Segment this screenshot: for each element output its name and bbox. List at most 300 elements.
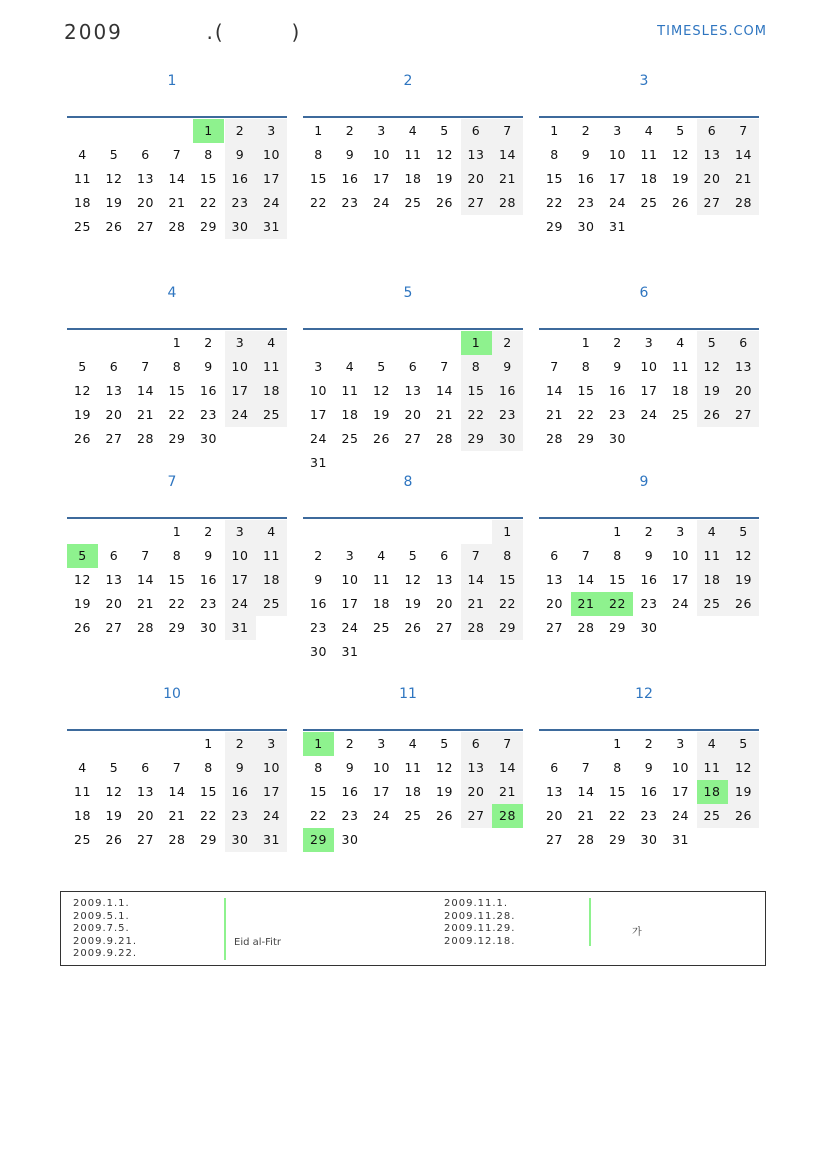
day-cell: 18 xyxy=(256,379,287,403)
day-cell: 15 xyxy=(546,171,563,186)
day-cell: 27 xyxy=(436,620,453,635)
day-cell: 21 xyxy=(461,592,492,616)
day-cell: 24 xyxy=(256,804,287,828)
day-cell: 10 xyxy=(310,383,327,398)
day-cell: 23 xyxy=(492,403,523,427)
page-title: 2009 .( ) xyxy=(64,20,302,44)
day-cell: 26 xyxy=(672,195,689,210)
day-cell: 23 xyxy=(341,195,359,210)
day-cell: 20 xyxy=(461,167,492,191)
day-cell: 3 xyxy=(314,359,323,374)
day-cell: 26 xyxy=(373,431,390,446)
holiday-day-cell: 1 xyxy=(193,119,224,143)
day-cell: 26 xyxy=(728,592,759,616)
day-cell: 5 xyxy=(109,147,119,162)
day-cell: 25 xyxy=(404,195,422,210)
day-cell: 3 xyxy=(225,520,256,544)
month-divider xyxy=(67,116,287,118)
day-cell: 15 xyxy=(168,383,186,398)
holiday-day-cell: 28 xyxy=(492,804,523,828)
day-cell: 30 xyxy=(577,219,595,234)
day-cell: 23 xyxy=(200,596,217,611)
day-cell: 5 xyxy=(408,548,418,563)
day-cell: 27 xyxy=(137,832,154,847)
day-cell: 9 xyxy=(204,359,213,374)
day-cell: 5 xyxy=(728,732,759,756)
month-divider xyxy=(539,729,759,731)
day-cell: 22 xyxy=(310,808,327,823)
day-cell: 19 xyxy=(74,596,91,611)
day-cell: 6 xyxy=(461,732,492,756)
day-cell: 15 xyxy=(200,784,217,799)
day-cell: 9 xyxy=(225,143,256,167)
day-cell: 31 xyxy=(256,828,287,852)
day-cell: 8 xyxy=(314,760,323,775)
day-cell: 9 xyxy=(345,760,355,775)
holiday-day-cell: 21 xyxy=(571,592,602,616)
day-cell: 12 xyxy=(728,756,759,780)
day-cell: 22 xyxy=(200,808,217,823)
day-cell: 27 xyxy=(404,431,422,446)
day-cell: 28 xyxy=(461,616,492,640)
day-cell: 28 xyxy=(137,431,154,446)
day-cell: 17 xyxy=(672,572,689,587)
day-cell: 14 xyxy=(546,383,563,398)
day-cell: 25 xyxy=(74,832,91,847)
holiday-legend xyxy=(60,891,766,966)
day-cell: 20 xyxy=(105,407,123,422)
day-cell: 10 xyxy=(256,756,287,780)
day-cell: 11 xyxy=(256,544,287,568)
day-cell: 3 xyxy=(256,732,287,756)
day-cell: 19 xyxy=(728,568,759,592)
day-cell: 26 xyxy=(436,808,453,823)
month-title: 11 xyxy=(399,686,417,702)
day-cell: 12 xyxy=(373,383,390,398)
day-cell: 24 xyxy=(609,195,626,210)
day-cell: 1 xyxy=(172,524,182,539)
legend-date: 2009.9.21. xyxy=(73,935,138,947)
month-divider xyxy=(67,328,287,330)
day-cell: 3 xyxy=(676,736,685,751)
day-cell: 24 xyxy=(225,403,256,427)
day-cell: 19 xyxy=(74,407,91,422)
day-cell: 1 xyxy=(172,335,182,350)
day-cell: 21 xyxy=(137,596,154,611)
day-cell: 2 xyxy=(225,119,256,143)
legend-right-marker xyxy=(589,898,591,946)
day-cell: 7 xyxy=(172,147,182,162)
day-cell: 12 xyxy=(105,784,123,799)
day-cell: 25 xyxy=(404,808,422,823)
day-cell: 24 xyxy=(672,596,689,611)
day-cell: 8 xyxy=(613,760,622,775)
day-cell: 8 xyxy=(314,147,323,162)
day-cell: 24 xyxy=(341,620,359,635)
day-cell: 15 xyxy=(200,171,217,186)
day-cell: 31 xyxy=(225,616,256,640)
day-cell: 11 xyxy=(697,756,728,780)
day-cell: 17 xyxy=(310,407,327,422)
day-cell: 27 xyxy=(546,620,563,635)
day-cell: 20 xyxy=(697,167,728,191)
day-cell: 1 xyxy=(613,524,622,539)
day-cell: 11 xyxy=(404,147,422,162)
day-cell: 14 xyxy=(137,572,154,587)
brand-link[interactable]: TIMESLES.COM xyxy=(657,24,767,39)
day-cell: 5 xyxy=(78,359,87,374)
day-cell: 18 xyxy=(404,784,422,799)
month-divider xyxy=(539,328,759,330)
day-cell: 16 xyxy=(200,383,217,398)
day-cell: 17 xyxy=(225,568,256,592)
day-cell: 19 xyxy=(436,171,453,186)
day-cell: 8 xyxy=(204,760,213,775)
day-cell: 9 xyxy=(613,359,622,374)
day-cell: 4 xyxy=(377,548,386,563)
day-cell: 3 xyxy=(644,335,654,350)
day-cell: 1 xyxy=(204,736,213,751)
day-cell: 23 xyxy=(310,620,327,635)
day-cell: 7 xyxy=(172,760,182,775)
day-cell: 19 xyxy=(105,808,123,823)
day-cell: 8 xyxy=(550,147,559,162)
day-cell: 16 xyxy=(341,784,359,799)
day-cell: 6 xyxy=(141,147,150,162)
day-cell: 25 xyxy=(640,195,658,210)
day-cell: 11 xyxy=(697,544,728,568)
day-cell: 11 xyxy=(341,383,359,398)
day-cell: 9 xyxy=(492,355,523,379)
day-cell: 6 xyxy=(550,548,559,563)
month-divider xyxy=(539,517,759,519)
day-cell: 17 xyxy=(225,379,256,403)
day-cell: 9 xyxy=(644,548,654,563)
day-cell: 23 xyxy=(609,407,626,422)
day-cell: 1 xyxy=(314,123,323,138)
day-cell: 20 xyxy=(546,808,563,823)
day-cell: 27 xyxy=(546,832,563,847)
legend-date: 2009.5.1. xyxy=(73,910,130,922)
legend-date: 2009.11.1. xyxy=(444,898,509,909)
day-cell: 6 xyxy=(728,331,759,355)
day-cell: 6 xyxy=(550,760,559,775)
day-cell: 11 xyxy=(404,760,422,775)
day-cell: 18 xyxy=(672,383,689,398)
month-title: 7 xyxy=(167,474,177,490)
day-cell: 14 xyxy=(436,383,453,398)
month-divider xyxy=(539,116,759,118)
day-cell: 16 xyxy=(609,383,626,398)
day-cell: 6 xyxy=(141,760,150,775)
day-cell: 10 xyxy=(672,548,689,563)
day-cell: 28 xyxy=(577,620,595,635)
day-cell: 19 xyxy=(436,784,453,799)
day-cell: 18 xyxy=(373,596,390,611)
day-cell: 15 xyxy=(310,171,327,186)
day-cell: 3 xyxy=(377,736,386,751)
day-cell: 28 xyxy=(728,191,759,215)
day-cell: 11 xyxy=(256,355,287,379)
day-cell: 20 xyxy=(137,808,154,823)
legend-date: 2009.12.18. xyxy=(444,935,516,947)
day-cell: 7 xyxy=(581,760,591,775)
day-cell: 7 xyxy=(581,548,591,563)
day-cell: 7 xyxy=(141,548,150,563)
day-cell: 18 xyxy=(640,171,658,186)
day-cell: 24 xyxy=(256,191,287,215)
day-cell: 16 xyxy=(577,171,595,186)
day-cell: 4 xyxy=(345,359,355,374)
day-cell: 7 xyxy=(141,359,150,374)
day-cell: 30 xyxy=(341,832,359,847)
legend-date: 2009.1.1. xyxy=(73,898,130,909)
day-cell: 18 xyxy=(341,407,359,422)
day-cell: 29 xyxy=(492,616,523,640)
month-divider xyxy=(303,729,523,731)
month-title: 3 xyxy=(639,73,649,89)
day-cell: 28 xyxy=(436,431,453,446)
day-cell: 12 xyxy=(74,383,91,398)
holiday-day-cell: 5 xyxy=(67,544,98,568)
day-cell: 27 xyxy=(105,431,123,446)
day-cell: 14 xyxy=(137,383,154,398)
day-cell: 7 xyxy=(492,732,523,756)
day-cell: 29 xyxy=(200,832,217,847)
day-cell: 25 xyxy=(74,219,91,234)
day-cell: 9 xyxy=(314,572,323,587)
day-cell: 4 xyxy=(697,732,728,756)
day-cell: 27 xyxy=(697,191,728,215)
day-cell: 4 xyxy=(408,123,418,138)
day-cell: 27 xyxy=(137,219,154,234)
day-cell: 20 xyxy=(461,780,492,804)
day-cell: 26 xyxy=(74,431,91,446)
day-cell: 22 xyxy=(310,195,327,210)
day-cell: 8 xyxy=(172,359,182,374)
day-cell: 25 xyxy=(373,620,390,635)
day-cell: 7 xyxy=(440,359,449,374)
day-cell: 13 xyxy=(728,355,759,379)
day-cell: 17 xyxy=(373,171,390,186)
day-cell: 2 xyxy=(345,736,355,751)
day-cell: 3 xyxy=(256,119,287,143)
month-title: 1 xyxy=(167,73,177,89)
legend-holiday-name: 가 xyxy=(632,927,642,938)
day-cell: 25 xyxy=(341,431,359,446)
holiday-day-cell: 29 xyxy=(303,828,334,852)
day-cell: 12 xyxy=(436,760,453,775)
day-cell: 16 xyxy=(200,572,217,587)
day-cell: 21 xyxy=(492,780,523,804)
day-cell: 12 xyxy=(436,147,453,162)
day-cell: 10 xyxy=(640,359,658,374)
day-cell: 21 xyxy=(728,167,759,191)
day-cell: 6 xyxy=(109,548,119,563)
day-cell: 14 xyxy=(168,784,186,799)
day-cell: 2 xyxy=(204,335,213,350)
day-cell: 6 xyxy=(109,359,119,374)
day-cell: 9 xyxy=(225,756,256,780)
day-cell: 3 xyxy=(225,331,256,355)
day-cell: 26 xyxy=(697,403,728,427)
day-cell: 8 xyxy=(204,147,213,162)
day-cell: 25 xyxy=(672,407,689,422)
day-cell: 2 xyxy=(204,524,213,539)
day-cell: 2 xyxy=(345,123,355,138)
day-cell: 22 xyxy=(577,407,595,422)
day-cell: 13 xyxy=(137,784,154,799)
legend-date: 2009.11.29. xyxy=(444,923,516,934)
day-cell: 31 xyxy=(609,219,626,234)
day-cell: 13 xyxy=(546,572,563,587)
day-cell: 30 xyxy=(225,215,256,239)
day-cell: 2 xyxy=(492,331,523,355)
day-cell: 28 xyxy=(577,832,595,847)
day-cell: 2 xyxy=(613,335,622,350)
day-cell: 27 xyxy=(728,403,759,427)
day-cell: 5 xyxy=(440,123,449,138)
day-cell: 7 xyxy=(492,119,523,143)
day-cell: 30 xyxy=(609,431,626,446)
day-cell: 27 xyxy=(461,804,492,828)
day-cell: 2 xyxy=(225,732,256,756)
day-cell: 17 xyxy=(341,596,359,611)
day-cell: 19 xyxy=(105,195,123,210)
day-cell: 14 xyxy=(728,143,759,167)
day-cell: 13 xyxy=(404,383,422,398)
day-cell: 16 xyxy=(225,167,256,191)
day-cell: 26 xyxy=(404,620,422,635)
day-cell: 9 xyxy=(644,760,654,775)
day-cell: 25 xyxy=(256,592,287,616)
day-cell: 5 xyxy=(697,331,728,355)
day-cell: 8 xyxy=(461,355,492,379)
day-cell: 22 xyxy=(461,403,492,427)
day-cell: 22 xyxy=(609,808,626,823)
day-cell: 25 xyxy=(697,592,728,616)
day-cell: 10 xyxy=(373,760,390,775)
day-cell: 28 xyxy=(492,191,523,215)
day-cell: 30 xyxy=(640,620,658,635)
day-cell: 5 xyxy=(109,760,119,775)
day-cell: 15 xyxy=(609,572,626,587)
day-cell: 17 xyxy=(640,383,658,398)
day-cell: 21 xyxy=(436,407,453,422)
day-cell: 6 xyxy=(440,548,449,563)
day-cell: 13 xyxy=(436,572,453,587)
day-cell: 10 xyxy=(225,544,256,568)
day-cell: 26 xyxy=(728,804,759,828)
day-cell: 27 xyxy=(105,620,123,635)
legend-date: 2009.11.28. xyxy=(444,910,516,922)
day-cell: 13 xyxy=(461,756,492,780)
day-cell: 24 xyxy=(373,195,390,210)
day-cell: 20 xyxy=(105,596,123,611)
day-cell: 29 xyxy=(609,832,626,847)
day-cell: 12 xyxy=(697,355,728,379)
day-cell: 8 xyxy=(581,359,591,374)
day-cell: 30 xyxy=(225,828,256,852)
day-cell: 9 xyxy=(581,147,591,162)
day-cell: 3 xyxy=(613,123,622,138)
day-cell: 10 xyxy=(225,355,256,379)
day-cell: 11 xyxy=(373,572,390,587)
day-cell: 28 xyxy=(137,620,154,635)
month-title: 2 xyxy=(403,73,413,89)
holiday-day-cell: 1 xyxy=(303,732,334,756)
legend-right-dates xyxy=(444,898,515,948)
day-cell: 22 xyxy=(546,195,563,210)
day-cell: 30 xyxy=(640,832,658,847)
day-cell: 15 xyxy=(492,568,523,592)
day-cell: 30 xyxy=(310,644,327,659)
day-cell: 4 xyxy=(256,331,287,355)
day-cell: 15 xyxy=(609,784,626,799)
day-cell: 29 xyxy=(461,427,492,451)
day-cell: 5 xyxy=(377,359,386,374)
day-cell: 13 xyxy=(105,383,123,398)
day-cell: 7 xyxy=(550,359,559,374)
day-cell: 2 xyxy=(644,524,654,539)
day-cell: 4 xyxy=(644,123,654,138)
day-cell: 23 xyxy=(200,407,217,422)
month-divider xyxy=(67,517,287,519)
day-cell: 20 xyxy=(137,195,154,210)
day-cell: 13 xyxy=(105,572,123,587)
legend-date: 2009.9.22. xyxy=(73,948,138,959)
legend-date: 2009.7.5. xyxy=(73,923,130,934)
day-cell: 18 xyxy=(404,171,422,186)
month-title: 6 xyxy=(639,285,649,301)
day-cell: 11 xyxy=(672,359,689,374)
day-cell: 14 xyxy=(492,143,523,167)
day-cell: 29 xyxy=(577,431,595,446)
day-cell: 28 xyxy=(168,219,186,234)
day-cell: 12 xyxy=(728,544,759,568)
month-title: 10 xyxy=(163,686,181,702)
holiday-day-cell: 18 xyxy=(697,780,728,804)
day-cell: 2 xyxy=(644,736,654,751)
day-cell: 9 xyxy=(345,147,355,162)
day-cell: 23 xyxy=(577,195,595,210)
holiday-day-cell: 1 xyxy=(461,331,492,355)
day-cell: 11 xyxy=(74,171,91,186)
day-cell: 16 xyxy=(310,596,327,611)
day-cell: 26 xyxy=(105,832,123,847)
day-cell: 4 xyxy=(408,736,418,751)
month-divider xyxy=(303,328,523,330)
day-cell: 16 xyxy=(225,780,256,804)
legend-left-dates xyxy=(73,898,137,961)
day-cell: 12 xyxy=(105,171,123,186)
day-cell: 25 xyxy=(256,403,287,427)
day-cell: 28 xyxy=(546,431,563,446)
day-cell: 15 xyxy=(577,383,595,398)
day-cell: 19 xyxy=(404,596,422,611)
day-cell: 21 xyxy=(492,167,523,191)
day-cell: 20 xyxy=(436,596,453,611)
day-cell: 13 xyxy=(137,171,154,186)
day-cell: 5 xyxy=(440,736,449,751)
legend-left-marker xyxy=(224,898,226,960)
day-cell: 3 xyxy=(377,123,386,138)
day-cell: 11 xyxy=(640,147,658,162)
day-cell: 21 xyxy=(577,808,595,823)
day-cell: 27 xyxy=(461,191,492,215)
day-cell: 22 xyxy=(168,407,186,422)
day-cell: 18 xyxy=(74,195,91,210)
